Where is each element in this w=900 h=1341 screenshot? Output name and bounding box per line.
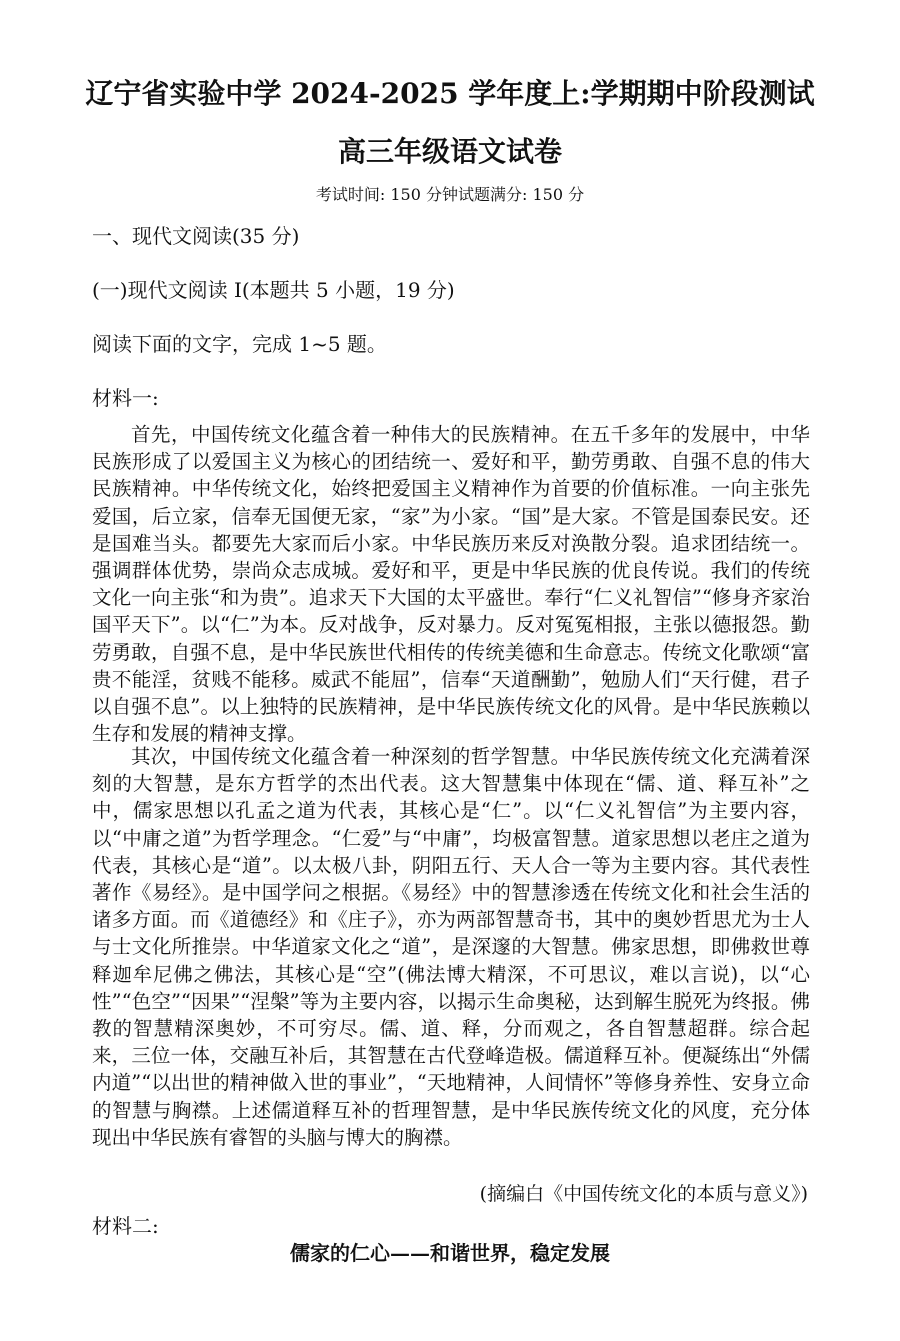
material-one-source: (摘编白《中国传统文化的本质与意义》) bbox=[479, 1183, 808, 1205]
material-two-label: 材料二: bbox=[92, 1214, 159, 1238]
reading-instruction: 阅读下面的文字，完成 1~5 题。 bbox=[92, 332, 387, 356]
section-heading: 一、现代文阅读(35 分) bbox=[92, 224, 300, 248]
exam-info: 考试时间: 150 分钟试题满分: 150 分 bbox=[315, 185, 585, 204]
material-one-paragraph-2: 其次，中国传统文化蕴含着一种深刻的哲学智慧。中华民族传统文化充满着深刻的大智慧，是东方哲学的杰出代表。这大智慧集中体现在“儒、道、释互补”之中，儒家思想以孔孟之道为代表，其核心是“仁”。以“仁义礼智信”为主要内容，以“中庸之道”为哲学理念。“仁爱”与“中庸”，均极富智慧。道家思想以老庄之道为代表，其核心是“道”。以太极八卦，阴阳五行、天人合一等为主要内容。其代表性著作《易经》。是中国学问之根据。《易经》中的智慧渗透在传统文化和社会生活的诸多方面。而《道德经》和《庄子》，亦为两部智慧奇书，其中的奥妙哲思尤为士人与士文化所推崇。中华道家文化之“道”，是深邃的大智慧。佛家思想，即佛救世尊释迦牟尼佛之佛法，其核心是“空”(佛法博大精深，不可思议，难以言说)，以“心性”“色空”“因果”“涅槃”等为主要内容，以揭示生命奥秘，达到解生脱死为终报。佛教的智慧精深奥妙，不可穷尽。儒、道、释，分而观之，各自智慧超群。综合起来，三位一体，交融互补后，其智慧在古代登峰造极。儒道释互补。便凝练出“外儒内道”“以出世的精神做入世的事业”，“天地精神，人间情怀”等修身养性、安身立命的智慧与胸襟。上述儒道释互补的哲理智慧，是中华民族传统文化的风度，充分体现出中华民族有睿智的头脑与博大的胸襟。 bbox=[92, 745, 810, 1149]
exam-subtitle: 高三年级语文试卷 bbox=[337, 135, 562, 168]
exam-title: 辽宁省实验中学 2024-2025 学年度上:学期期中阶段测试 bbox=[85, 77, 815, 110]
material-one-label: 材料一: bbox=[92, 386, 159, 410]
material-one-paragraph-1: 首先，中国传统文化蕴含着一种伟大的民族精神。在五千多年的发展中，中华民族形成了以爱国主义为核心的团结统一、爱好和平，勤劳勇敢、自强不息的伟大民族精神。中华传统文化，始终把爱国主义精神作为首要的价值标准。一向主张先爱国，后立家，信奉无国便无家，“家”为小家。“国”是大家。不管是国泰民安。还是国难当头。都要先大家而后小家。中华民族历来反对涣散分裂。追求团结统一。强调群体优势，崇尚众志成城。爱好和平，更是中华民族的优良传说。我们的传统文化一向主张“和为贵”。追求天下大国的太平盛世。奉行“仁义礼智信”“修身齐家治国平天下”。以“仁”为本。反对战争，反对暴力。反对冤冤相报，主张以德报怨。勤劳勇敢，自强不息，是中华民族世代相传的传统美德和生命意志。传统文化歌颂“富贵不能淫，贫贱不能移。威武不能屈”，信奉“天道酬勤”，勉励人们“天行健，君子以自强不息”。以上独特的民族精神，是中华民族传统文化的风骨。是中华民族赖以生存和发展的精神支撑。 bbox=[92, 423, 810, 746]
material-two-title: 儒家的仁心——和谐世界，稳定发展 bbox=[290, 1241, 610, 1265]
subsection-heading: (一)现代文阅读 I(本题共 5 小题，19 分) bbox=[92, 278, 455, 302]
